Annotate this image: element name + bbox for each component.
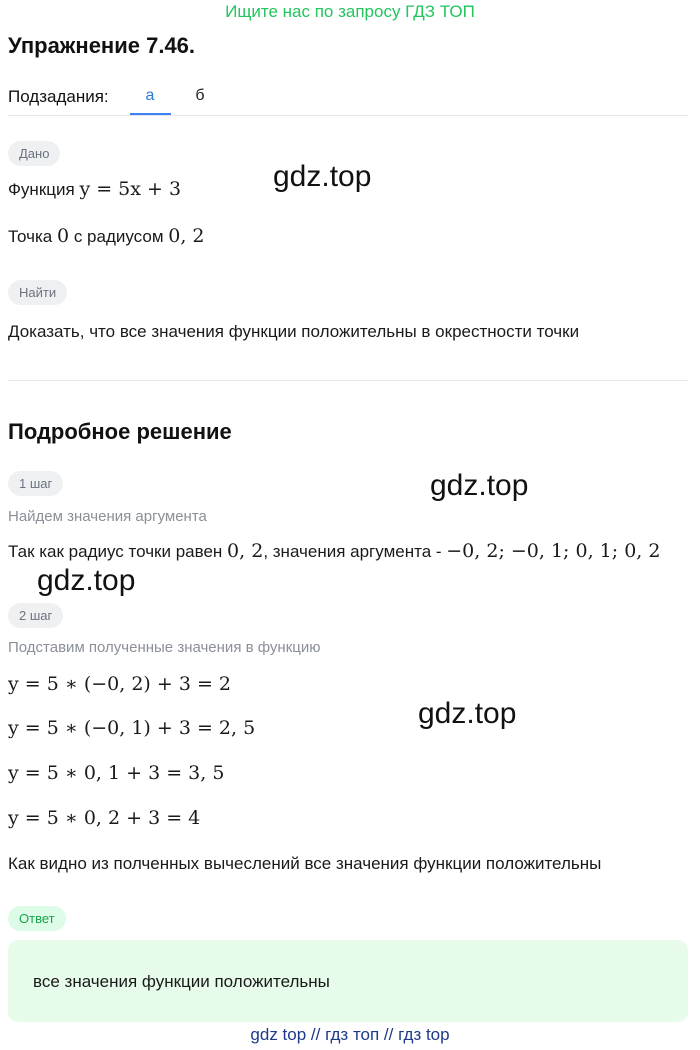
- footer-links[interactable]: gdz top // гдз топ // гдз top: [250, 1025, 450, 1044]
- given-badge: Дано: [8, 141, 60, 166]
- step1-section: [8, 471, 63, 496]
- watermark: gdz.top: [418, 697, 517, 730]
- step2-caption: Подставим полученные значения в функцию: [8, 639, 321, 656]
- equation-3: y = 5 ∗ 0, 1 + 3 = 3, 5: [8, 762, 225, 784]
- solution-heading: Подробное решение: [8, 419, 232, 444]
- given-function-label: Функция: [8, 180, 75, 199]
- step1-text: [8, 540, 660, 562]
- given-radius-value: 0, 2: [168, 225, 205, 247]
- given-point-line: [8, 225, 205, 247]
- find-text: Доказать, что все значения функции положительны в окрестности точки: [8, 322, 580, 341]
- step2-badge: 2 шаг: [8, 603, 63, 628]
- find-section: [8, 280, 67, 305]
- step1-text-a: Так как радиус точки равен: [8, 542, 223, 561]
- tab-b[interactable]: б: [195, 87, 205, 104]
- equation-2: y = 5 ∗ (−0, 1) + 3 = 2, 5: [8, 717, 256, 739]
- tabs-divider: [8, 115, 688, 116]
- step1-caption: Найдем значения аргумента: [8, 508, 207, 525]
- answer-section: [8, 906, 66, 931]
- step1-radius: 0, 2: [227, 540, 264, 562]
- subtasks-label: Подзадания:: [8, 87, 109, 106]
- page-title: Упражнение 7.46.: [8, 33, 196, 58]
- given-function-formula: y = 5x + 3: [79, 178, 182, 200]
- step1-text-b: , значения аргумента -: [263, 542, 442, 561]
- equation-4: y = 5 ∗ 0, 2 + 3 = 4: [8, 807, 201, 829]
- watermark: gdz.top: [37, 564, 136, 597]
- equation-1: y = 5 ∗ (−0, 2) + 3 = 2: [8, 673, 231, 695]
- step1-badge: 1 шаг: [8, 471, 63, 496]
- given-point-value: 0: [57, 225, 70, 247]
- given-function-line: [8, 178, 181, 200]
- answer-text: все значения функции положительны: [33, 972, 330, 991]
- given-radius-label: с радиусом: [73, 227, 164, 246]
- section-divider: [8, 380, 688, 381]
- step1-argument-values: −0, 2; −0, 1; 0, 1; 0, 2: [446, 540, 661, 562]
- find-badge: Найти: [8, 280, 67, 305]
- answer-badge: Ответ: [8, 906, 66, 931]
- given-point-label: Точка: [8, 227, 53, 246]
- step2-section: [8, 603, 63, 628]
- watermark: gdz.top: [273, 160, 372, 193]
- tab-a[interactable]: а: [145, 87, 155, 104]
- watermark: gdz.top: [430, 469, 529, 502]
- promo-banner[interactable]: Ищите нас по запросу ГДЗ ТОП: [225, 2, 475, 21]
- step2-conclusion: Как видно из полченных вычеслений все значения функции положительны: [8, 854, 602, 873]
- given-section: [8, 141, 60, 166]
